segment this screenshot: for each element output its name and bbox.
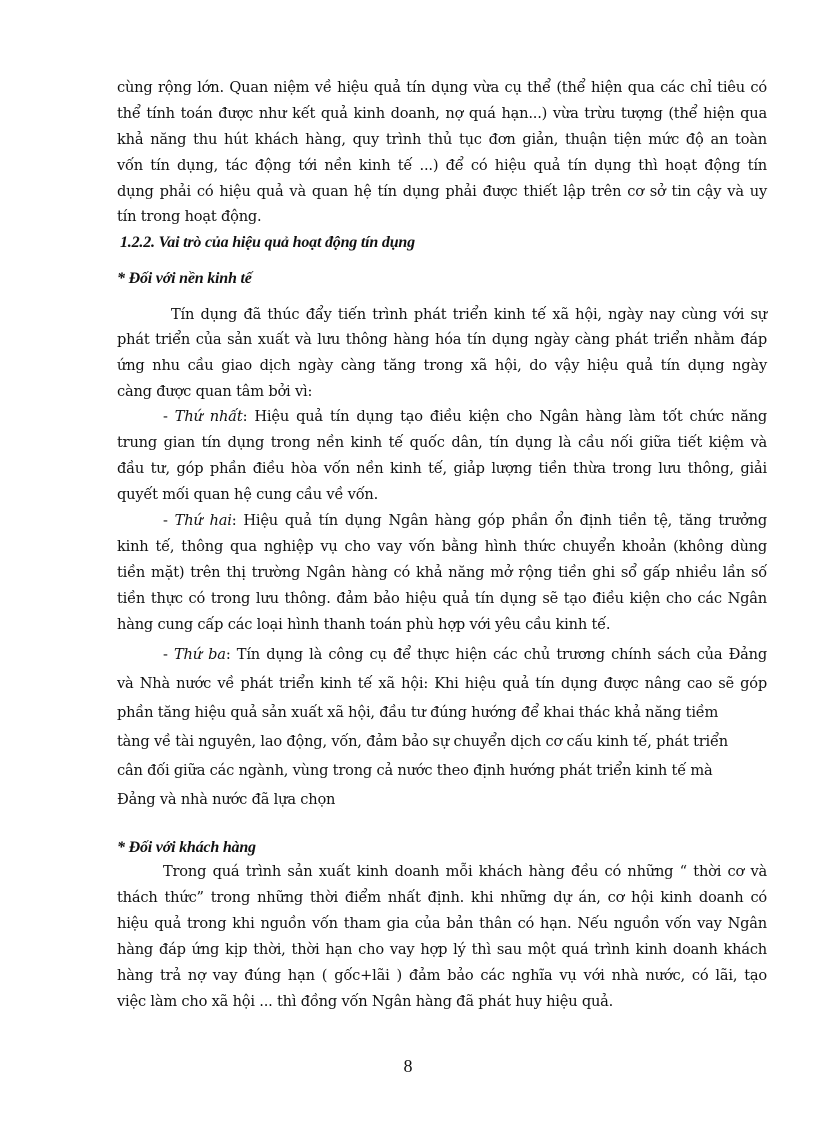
paragraph-line: hàng cung cấp các loại hình thanh toán phù hợp với yêu cầu kinh tế. bbox=[117, 616, 611, 633]
paragraph-line: tiền thực có trong lưu thông. đảm bảo hiệu quả tín dụng sẽ tạo điều kiện cho các Ngân bbox=[117, 590, 767, 607]
list-item-label: Thứ ba bbox=[173, 646, 226, 663]
page-number: 8 bbox=[403, 1056, 413, 1076]
paragraph-line: cân đối giữa các ngành, vùng trong cả nước theo định hướng phát triển kinh tế mà bbox=[117, 762, 713, 779]
paragraph-line: Đảng và nhà nước đã lựa chọn bbox=[117, 791, 336, 808]
subsection-heading: * Đối với khách hàng bbox=[117, 839, 256, 856]
list-dash: - bbox=[163, 512, 175, 529]
list-item-label: Thứ hai bbox=[174, 512, 232, 529]
list-dash: - bbox=[163, 646, 174, 663]
paragraph-line: quyết mối quan hệ cung cầu về vốn. bbox=[117, 486, 379, 503]
paragraph-line: thể tính toán được như kết quả kinh doanh, nợ quá hạn...) vừa trừu tượng (thể hiện qua bbox=[117, 105, 767, 122]
list-item-text: : Tín dụng là công cụ để thực hiện các chủ trương chính sách của Đảng bbox=[225, 646, 767, 663]
paragraph-line: thách thức” trong những thời điểm nhất định. khi những dự án, cơ hội kinh doanh có bbox=[117, 889, 767, 906]
list-item-text: : Hiệu quả tín dụng tạo điều kiện cho Ngân hàng làm tốt chức năng bbox=[242, 408, 767, 425]
paragraph-line: trung gian tín dụng trong nền kinh tế quốc dân, tín dụng là cầu nối giữa tiết kiệm và bbox=[117, 434, 767, 451]
paragraph-line: và Nhà nước về phát triển kinh tế xã hội: Khi hiệu quả tín dụng được nâng cao sẽ góp bbox=[117, 675, 767, 692]
paragraph-line: tàng về tài nguyên, lao động, vốn, đảm bảo sự chuyển dịch cơ cấu kinh tế, phát triển bbox=[117, 733, 728, 750]
paragraph-line: hiệu quả trong khi nguồn vốn tham gia của bản thân có hạn. Nếu nguồn vốn vay Ngân bbox=[117, 915, 767, 932]
paragraph-line: việc làm cho xã hội ... thì đồng vốn Ngân hàng đã phát huy hiệu quả. bbox=[117, 993, 614, 1010]
paragraph-line: vốn tín dụng, tác động tới nền kinh tế ...) để có hiệu quả tín dụng thì hoạt động tín bbox=[117, 157, 767, 174]
paragraph-line: phát triển của sản xuất và lưu thông hàng hóa tín dụng ngày càng phát triển nhằm đáp bbox=[117, 331, 767, 348]
subsection-heading: * Đối với nền kinh tế bbox=[117, 270, 252, 287]
section-heading: 1.2.2. Vai trò của hiệu quả hoạt động tín dụng bbox=[120, 234, 415, 251]
paragraph-line: càng được quan tâm bởi vì: bbox=[117, 383, 313, 400]
list-item-first-line bbox=[163, 407, 767, 427]
paragraph-line: kinh tế, thông qua nghiệp vụ cho vay vốn bằng hình thức chuyển khoản (không dùng bbox=[117, 538, 767, 555]
list-item-text: : Hiệu quả tín dụng Ngân hàng góp phần ổn định tiền tệ, tăng trưởng bbox=[231, 512, 767, 529]
paragraph-line: hàng trả nợ vay đúng hạn ( gốc+lãi ) đảm bảo các nghĩa vụ với nhà nước, có lãi, tạo bbox=[117, 967, 767, 984]
paragraph-line: cùng rộng lớn. Quan niệm về hiệu quả tín dụng vừa cụ thể (thể hiện qua các chỉ tiêu có bbox=[117, 79, 767, 96]
paragraph-line: Trong quá trình sản xuất kinh doanh mỗi khách hàng đều có những “ thời cơ và bbox=[163, 863, 767, 880]
paragraph-line: đầu tư, góp phần điều hòa vốn nền kinh tế, giảp lượng tiền thừa trong lưu thông, giải bbox=[117, 460, 767, 477]
paragraph-line: tín trong hoạt động. bbox=[117, 208, 262, 225]
paragraph-line: Tín dụng đã thúc đẩy tiến trình phát triển kinh tế xã hội, ngày nay cùng với sự bbox=[171, 306, 767, 323]
paragraph-line: dụng phải có hiệu quả và quan hệ tín dụng phải được thiết lập trên cơ sở tin cậy và uy bbox=[117, 183, 767, 200]
paragraph-line: ứng nhu cầu giao dịch ngày càng tăng trong xã hội, do vậy hiệu quả tín dụng ngày bbox=[117, 357, 767, 374]
paragraph-line: khả năng thu hút khách hàng, quy trình thủ tục đơn giản, thuận tiện mức độ an toàn bbox=[117, 131, 767, 148]
list-item-label: Thứ nhất bbox=[174, 408, 243, 425]
paragraph-line: tiền mặt) trên thị trường Ngân hàng có khả năng mở rộng tiền ghi sổ gấp nhiều lần số bbox=[117, 564, 767, 581]
paragraph-line: phần tăng hiệu quả sản xuất xã hội, đầu tư đúng hướng để khai thác khả năng tiềm bbox=[117, 704, 719, 721]
list-item-first-line bbox=[163, 645, 767, 665]
list-item-first-line bbox=[163, 511, 767, 531]
paragraph-line: hàng đáp ứng kịp thời, thời hạn cho vay hợp lý thì sau một quá trình kinh doanh khách bbox=[117, 941, 767, 958]
list-dash: - bbox=[163, 408, 175, 425]
